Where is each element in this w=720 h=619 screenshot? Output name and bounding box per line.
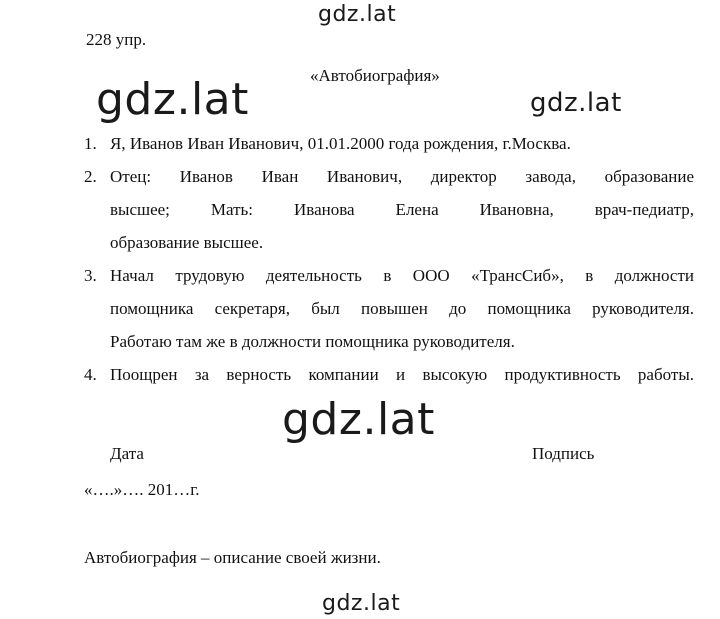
list-item-2 [84,160,694,259]
list-item-1 [84,127,694,160]
item-line: Отец: Иванов Иван Иванович, директор завода, образование [110,167,694,186]
item-number: 1. [84,134,97,153]
item-line: Работаю там же в должности помощника руководителя. [110,332,515,351]
exercise-number: 228 упр. [86,30,147,49]
watermark-right: gdz.lat [530,88,622,118]
item-line: Поощрен за верность компании и высокую продуктивность работы. [110,365,694,384]
item-line: Я, Иванов Иван Иванович, 01.01.2000 года рождения, г.Москва. [110,134,571,153]
autobiography-list [84,127,694,391]
watermark-center: gdz.lat [282,394,435,445]
item-number: 4. [84,365,97,384]
signature-label: Подпись [532,444,595,463]
date-template: «….»…. 201…г. [84,480,200,499]
list-item-4 [84,358,694,391]
list-item-3 [84,259,694,358]
item-line: помощника секретаря, был повышен до помощника руководителя. [110,299,694,318]
date-label: Дата [110,444,144,463]
item-number: 2. [84,167,97,186]
item-line: образование высшее. [110,233,264,252]
item-number: 3. [84,266,97,285]
watermark-top: gdz.lat [318,2,397,27]
watermark-left: gdz.lat [96,74,249,125]
item-line: Начал трудовую деятельность в ООО «ТрансСиб», в должности [110,266,694,285]
definition: Автобиография – описание своей жизни. [84,548,381,567]
watermark-bottom: gdz.lat [322,591,401,616]
document-title: «Автобиография» [310,66,440,85]
item-line: высшее; Мать: Иванова Елена Ивановна, врач-педиатр, [110,200,694,219]
